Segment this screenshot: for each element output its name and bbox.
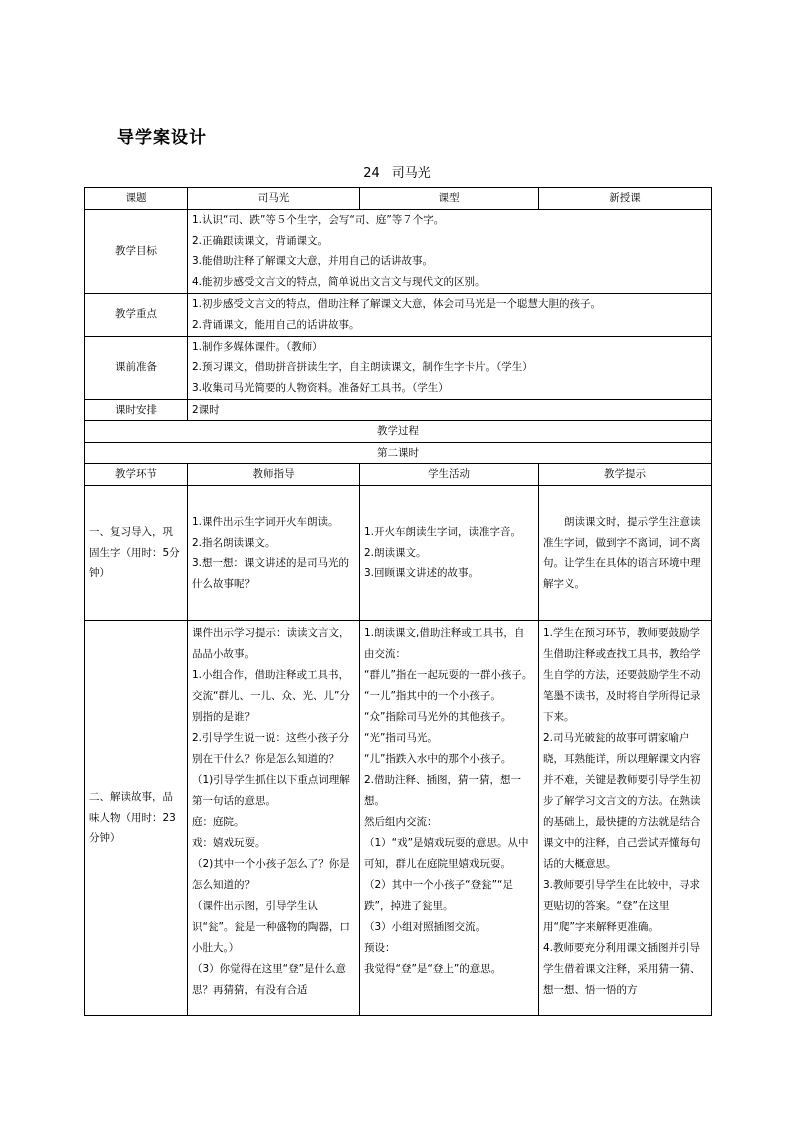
student-item: “光”指司马光。 [364, 732, 438, 744]
teacher-guidance [188, 621, 360, 1016]
process-header-teacher: 教师指导 [188, 464, 360, 486]
teaching-tips [539, 621, 712, 1016]
process-header-row [85, 464, 712, 486]
teacher-item: 庭：庭院。 [192, 816, 245, 828]
key-point-item: 2.背诵课文，能用自己的话讲故事。 [192, 318, 360, 331]
student-item: 1.开火车朗读生字词，读准字音。 [364, 526, 522, 539]
student-item: 预设： [364, 942, 396, 954]
key-points-content [188, 293, 712, 336]
stage-label: 二、解读故事，品味人物（用时：23分钟） [85, 621, 188, 1016]
student-item: （3）小组对照插图交流。 [364, 921, 487, 933]
teacher-item: 课件出示学习提示：读读文言文，品品小故事。 [192, 627, 350, 660]
teacher-item: 2.引导学生说一说：这些小孩子分别在干什么？你是怎么知道的？ [192, 732, 350, 765]
student-item: 3.回顾课文讲述的故事。 [364, 567, 480, 580]
type-value: 新授课 [539, 188, 712, 210]
student-item: 1.朗读课文,借助注释或工具书，自由交流： [364, 627, 525, 660]
preparation-label: 课前准备 [85, 336, 188, 399]
student-activity [360, 486, 539, 621]
teacher-item: 2.指名朗读课文。 [192, 536, 276, 549]
process-header-student: 学生活动 [360, 464, 539, 486]
student-item: 2.借助注释、插图，猜一猜，想一想。 [364, 774, 522, 807]
objective-item: 2.正确跟读课文，背诵课文。 [192, 234, 329, 247]
process-title-row [85, 421, 712, 443]
topic-value: 司马光 [188, 188, 360, 210]
stage-row-review [85, 486, 712, 621]
teacher-item: 戏：嬉戏玩耍。 [192, 837, 266, 849]
objectives-row [85, 209, 712, 293]
preparation-content [188, 336, 712, 399]
teacher-item: （3）你觉得在这里“登”是什么意思？再猜猜，有没有合适 [192, 963, 347, 996]
student-item: “儿”指跌入水中的那个小孩子。 [364, 753, 512, 765]
objectives-content [188, 209, 712, 293]
student-item: 我觉得“登”是“登上”的意思。 [364, 963, 502, 975]
preparation-item: 3.收集司马光简要的人物资料。准备好工具书。（学生） [192, 381, 449, 394]
student-item: 2.朗读课文。 [364, 546, 427, 559]
page-heading: 导学案设计 [117, 128, 207, 148]
tip-item: 1.学生在预习环节，教师要鼓励学生借助注释或查找工具书，教给学生自学的方法，还要鼓励学生不动笔墨不读书，及时将自学所得记录下来。 [543, 627, 701, 723]
teaching-tips [539, 486, 712, 621]
process-header-tips: 教学提示 [539, 464, 712, 486]
preparation-row [85, 336, 712, 399]
tip-item: 3.教师要引导学生在比较中，寻求更贴切的答案。“登”在这里用“爬”字来解释更准确。 [543, 879, 701, 933]
session-title: 第二课时 [85, 442, 712, 464]
session-title-row [85, 442, 712, 464]
stage-row-story [85, 621, 712, 1016]
teacher-item: 1.课件出示生字词开火车朗读。 [192, 516, 339, 528]
student-item: （1）“戏”是嬉戏玩耍的意思。从中可知，群儿在庭院里嬉戏玩耍。 [364, 837, 529, 870]
student-item: “群儿”指在一起玩耍的一群小孩子。 [364, 669, 533, 681]
teacher-item: 3.想一想：课文讲述的是司马光的什么故事呢？ [192, 557, 350, 590]
process-title: 教学过程 [85, 421, 712, 443]
student-item: “一儿”指其中的一个小孩子。 [364, 690, 501, 702]
teacher-item: （课件出示图，引导学生认识“瓮”。瓮是一种盛物的陶器，口小肚大。） [192, 900, 350, 954]
lesson-name: 司马光 [391, 166, 431, 181]
key-point-item: 1.初步感受文言文的特点，借助注释了解课文大意，体会司马光是一个聪慧大胆的孩子。 [192, 298, 602, 310]
objective-item: 3.能借助注释了解课文大意，并用自己的话讲故事。 [192, 255, 434, 267]
preparation-item: 2.预习课文，借助拼音拼读生字，自主朗读课文，制作生字卡片。（学生） [192, 361, 533, 374]
topic-label: 课题 [85, 188, 188, 210]
process-header-stage: 教学环节 [85, 464, 188, 486]
type-label: 课型 [360, 188, 539, 210]
objectives-label: 教学目标 [85, 209, 188, 293]
tip-item: 4.教师要充分利用课文插图并引导学生借着课文注释，采用猜一猜、想一想、悟一悟的方 [543, 942, 701, 996]
tip-item: 朗读课文时，提示学生注意读准生字词，做到字不离词，词不离句。让学生在具体的语言环境中理解字义。 [543, 516, 701, 590]
key-points-label: 教学重点 [85, 293, 188, 336]
lesson-number: 24 [363, 166, 380, 181]
objective-item: 1.认识“司、跌”等５个生字，会写“司、庭”等７个字。 [192, 214, 445, 226]
schedule-label: 课时安排 [85, 399, 188, 421]
teacher-item: （1)引导学生抓住以下重点词理解第一句话的意思。 [192, 774, 350, 807]
lesson-title [0, 162, 794, 181]
student-item: “众”指除司马光外的其他孩子。 [364, 711, 512, 723]
student-activity [360, 621, 539, 1016]
tip-item: 2.司马光破瓮的故事可谓家喻户晓，耳熟能详，所以理解课文内容并不难，关键是教师要引导学生初步了解学习文言文的方法。在熟读的基础上，最快捷的方法就是结合课文中的注释，自己尝试弄懂每句话的大概意思。 [543, 732, 701, 870]
key-points-row [85, 293, 712, 336]
student-item: 然后组内交流： [364, 816, 438, 828]
schedule-value: 2课时 [188, 399, 712, 421]
header-row [85, 188, 712, 210]
lesson-plan-table [84, 187, 712, 1016]
student-item: （2）其中一个小孩子“登瓮”“足跌”，掉进了瓮里。 [364, 879, 513, 912]
teacher-item: （2)其中一个小孩子怎么了？你是怎么知道的？ [192, 858, 350, 891]
teacher-guidance [188, 486, 360, 621]
preparation-item: 1.制作多媒体课件。（教师） [192, 340, 323, 353]
objective-item: 4.能初步感受文言文的特点，简单说出文言文与现代文的区别。 [192, 275, 486, 288]
teacher-item: 1.小组合作，借助注释或工具书，交流“群儿、一儿、众、光、儿”分别指的是谁？ [192, 669, 350, 723]
stage-label: 一、复习导入，巩固生字（用时：5分钟） [85, 486, 188, 621]
schedule-row [85, 399, 712, 421]
